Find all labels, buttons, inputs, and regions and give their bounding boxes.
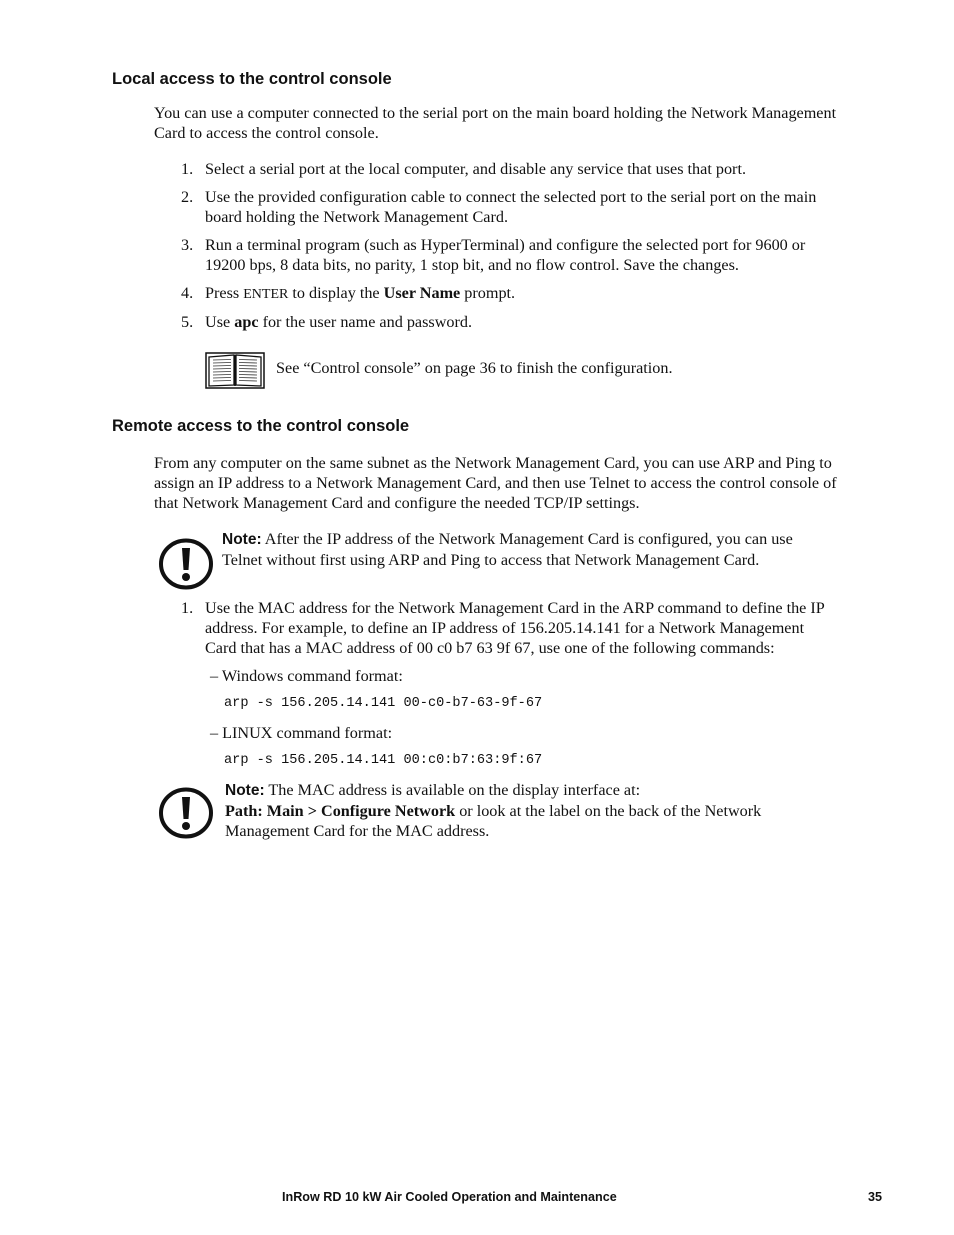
footer-title: InRow RD 10 kW Air Cooled Operation and Maintenance	[282, 1190, 617, 1204]
step-line: Use the MAC address for the Network Management Card in the ARP command to define the IP	[205, 599, 825, 617]
remote-intro-line: that Network Management Card and configure the needed TCP/IP settings.	[154, 494, 640, 512]
step-line: Use the provided configuration cable to connect the selected port to the serial port on the main	[205, 188, 817, 206]
note-label: Note:	[222, 531, 262, 548]
windows-command: arp -s 156.205.14.141 00-c0-b7-63-9f-67	[224, 696, 543, 711]
local-intro	[154, 103, 836, 143]
step-text-part: Use	[205, 313, 235, 331]
step-line: board holding the Network Management Card.	[205, 208, 508, 226]
linux-command: arp -s 156.205.14.141 00:c0:b7:63:9f:67	[224, 753, 543, 768]
menu-path: Path: Main > Configure Network	[225, 802, 456, 820]
step-text-part: to display the	[288, 284, 384, 302]
note-text: or look at the label on the back of the Network	[455, 802, 762, 820]
exclamation-circle-icon	[158, 537, 214, 596]
reference-text: See “Control console” on page 36 to finish the configuration.	[276, 359, 673, 377]
section-heading-local: Local access to the control console	[112, 70, 392, 88]
step-line: address. For example, to define an IP address of 156.205.14.141 for a Network Management	[205, 619, 805, 637]
enter-key-name: ENTER	[243, 287, 289, 302]
step-number: 2.	[181, 188, 194, 206]
apc-credential: apc	[234, 313, 259, 331]
remote-intro-line: From any computer on the same subnet as the Network Management Card, you can use ARP and Ping to	[154, 454, 832, 472]
step-number: 1.	[181, 160, 194, 178]
note-text: Management Card for the MAC address.	[225, 822, 490, 840]
user-name-prompt: User Name	[383, 284, 461, 302]
page-number: 35	[868, 1190, 883, 1204]
step-text	[205, 312, 472, 332]
step-number: 1.	[181, 599, 194, 617]
step-text	[205, 159, 746, 179]
step-text	[205, 187, 816, 227]
step-text	[205, 283, 515, 305]
note-text: Telnet without first using ARP and Ping to access that Network Management Card.	[222, 551, 760, 569]
windows-format-label: – Windows command format:	[210, 667, 403, 685]
note-text: After the IP address of the Network Management Card is configured, you can use	[261, 530, 793, 548]
step-line: Card that has a MAC address of 00 c0 b7 63 9f 67, use one of the following commands:	[205, 639, 775, 657]
step-text-part: prompt.	[460, 284, 516, 302]
book-icon	[205, 350, 265, 395]
exclamation-circle-icon	[158, 786, 214, 845]
note-label: Note:	[225, 782, 265, 799]
local-intro-line: You can use a computer connected to the serial port on the main board holding the Network Management	[154, 104, 837, 122]
step-text-part: for the user name and password.	[258, 313, 473, 331]
note-1	[222, 529, 793, 570]
step-text	[205, 598, 825, 658]
linux-format-label: – LINUX command format:	[210, 724, 393, 742]
step-line: Run a terminal program (such as HyperTerminal) and configure the selected port for 9600 or	[205, 236, 806, 254]
step-text	[205, 235, 805, 275]
step-line: Select a serial port at the local computer, and disable any service that uses that port.	[205, 160, 746, 178]
step-number: 3.	[181, 236, 194, 254]
note-2	[225, 780, 761, 841]
note-text: The MAC address is available on the display interface at:	[264, 781, 641, 799]
remote-intro	[154, 453, 837, 513]
step-number: 4.	[181, 284, 194, 302]
section-heading-remote: Remote access to the control console	[112, 417, 410, 435]
step-line: 19200 bps, 8 data bits, no parity, 1 stop bit, and no flow control. Save the changes.	[205, 256, 739, 274]
step-number: 5.	[181, 313, 194, 331]
remote-intro-line: assign an IP address to a Network Management Card, and then use Telnet to access the control console of	[154, 474, 837, 492]
step-text-part: Press	[205, 284, 244, 302]
local-intro-line: Card to access the control console.	[154, 124, 379, 142]
